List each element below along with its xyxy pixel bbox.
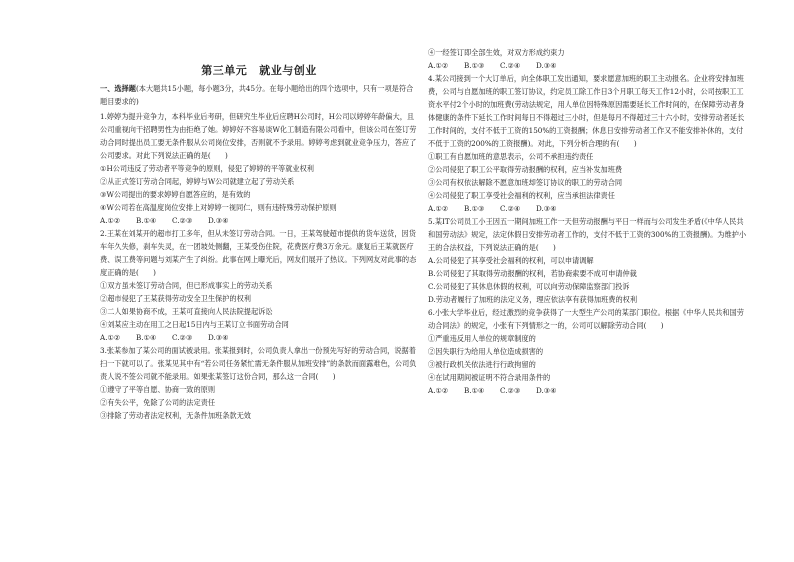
q4-option-3: ③公司有权依法解除不愿意加班却签订协议的职工的劳动合同 xyxy=(428,178,623,187)
q4-option-2: ②公司侵犯了职工公平取得劳动报酬的权利，应当补发加班费 xyxy=(428,165,623,174)
q6-answer-c: C.②③ xyxy=(500,386,521,395)
q2-answer-d: D.③④ xyxy=(208,333,229,342)
q3-option-4: ④一经签订即全部生效，对双方形成约束力 xyxy=(428,48,565,57)
q3-option-1: ①遵守了平等自愿、协商一致的原则 xyxy=(100,385,216,394)
q2-option-3: ③二人如果协商不成，王某可直接向人民法院提起诉讼 xyxy=(100,307,273,316)
q1-option-2: ②从正式签订劳动合同起，婷婷与W公司就建立起了劳动关系 xyxy=(100,177,295,186)
q6-answer-a: A.①② xyxy=(428,386,449,395)
q6-option-4: ④在试用期间被证明不符合录用条件的 xyxy=(428,373,551,382)
q6-stem: 6.小张大学毕业后，经过激烈的竞争获得了一大型生产公司的某部门职位。根据《中华人民共和国劳动合同法》的规定，小张有下列情形之一的，公司可以解除劳动合同( ) xyxy=(428,308,744,330)
q5-stem: 5.某IT公司员工小王因五一期间加班工作一天但劳动报酬与平日一样而与公司发生矛盾(《中华人民共和国劳动法》规定，法定休假日安排劳动者工作的，支付不低于工资的300%的工资报酬)。为维护小王的合法权益，下列说法正确的是( ) xyxy=(428,217,747,252)
q2-answer-b: B.①④ xyxy=(136,333,157,342)
q5-option-a: A.公司侵犯了其享受社会福利的权利，可以申请调解 xyxy=(428,256,594,265)
q1-answer-a: A.①② xyxy=(100,216,121,225)
q2-answer-c: C.②③ xyxy=(172,333,193,342)
q3-answer-a: A.①② xyxy=(428,61,449,70)
q4-option-4: ④公司侵犯了职工享受社会福利的权利，应当承担法律责任 xyxy=(428,191,615,200)
q3-answers xyxy=(428,59,750,72)
q4-option-1: ①职工有自愿加班的意思表示，公司不承担违约责任 xyxy=(428,152,594,161)
q3-answer-c: C.②④ xyxy=(500,61,521,70)
q6-answer-b: B.①④ xyxy=(464,386,485,395)
q2-answer-a: A.①② xyxy=(100,333,121,342)
q4-answer-c: C.②④ xyxy=(500,204,521,213)
q3-answer-d: D.③④ xyxy=(536,61,557,70)
q4-answer-d: D.③④ xyxy=(536,204,557,213)
q2-answers xyxy=(100,331,418,344)
q2-stem: 2.王某在刘某开的超市打工多年，但从未签订劳动合同。一日，王某驾驶超市提供的货车送货，因货车年久失修，刹车失灵，在一团坡处侧翻，王某受伤住院，花费医疗费3万余元。康复后王某就医疗费、误工费等问题与刘某产生了纠纷。此事在网上曝光后，网友们展开了热议。下列网友对此事的态度正确的是( ) xyxy=(100,229,417,277)
q6-option-1: ①严重违反用人单位的规章制度的 xyxy=(428,334,536,343)
q5-option-b: B.公司侵犯了其取得劳动报酬的权利，若协商索要不成可申请仲裁 xyxy=(428,269,637,278)
q4-answer-b: B.①③ xyxy=(464,204,485,213)
q1-answer-c: C.②③ xyxy=(172,216,193,225)
q1-option-4: ④W公司若在高温度岗位安排上对婷婷一视同仁，则有违特殊劳动保护原则 xyxy=(100,203,337,212)
unit-number: 第三单元 xyxy=(201,64,248,77)
q3-stem: 3.张某参加了某公司的面试被录用。张某报到时，公司负责人拿出一份预先写好的劳动合同，说据着扫一下就可以了。张某见其中有“若公司任务紧忙需无条件服从加班安排”的条款而面露难色，公司负责人说不签公司就不能录用。如果张某签订这份合同，那么这一合同( ) xyxy=(100,346,417,381)
q2-option-4: ④刘某应主动在用工之日起15日内与王某订立书面劳动合同 xyxy=(100,320,289,329)
q2-option-1: ①双方虽未签订劳动合同，但已形成事实上的劳动关系 xyxy=(100,281,273,290)
q1-stem: 1.婷婷为提升竞争力，本科毕业后考研，但研究生毕业后应聘H公司时，H公司以婷婷年龄偏大，且公司重视向干招聘男性为由拒绝了她。婷婷好不容易谈W化工制造有限公司看中，但该公司在签订劳动合同时提出员工要无条件服从公司岗位安排，否则就不予录用。婷婷考虑到就业竞争压力，答应了公司要求。对此下列说法正确的是( ) xyxy=(100,112,417,160)
unit-topic: 就业与创业 xyxy=(259,64,317,77)
q1-answer-b: B.①④ xyxy=(136,216,157,225)
q4-answer-a: A.①② xyxy=(428,204,449,213)
q1-option-3: ③W公司提出的要求婷婷自愿答应的，是有效的 xyxy=(100,190,251,199)
q5-option-c: C.公司侵犯了其休息休假的权利，可以向劳动保障监察部门投诉 xyxy=(428,282,630,291)
section-label: 一、选择题 xyxy=(100,84,136,93)
q6-option-3: ③被行政机关依法进行行政拘留的 xyxy=(428,360,536,369)
q4-answers xyxy=(428,202,750,215)
q3-option-2: ②有失公平，免除了公司的法定责任 xyxy=(100,398,216,407)
q1-answers xyxy=(100,214,418,227)
section-note: (本大题共15小题，每小题3分，共45分。在每小题给出的四个选项中，只有一项是符合题目要求的) xyxy=(100,84,414,106)
right-column xyxy=(428,46,750,397)
q4-stem: 4.某公司接到一个大订单后，向全体职工发出通知，要求愿意加班的职工主动报名。企业将安排加班费，公司与自愿加班的职工签订协议，约定员工除工作日3个月职工每天工作12小时，公司按职工工资水平付2个小时的加班费(劳动法规定，用人单位因特殊原因需要延长工作时间的，在保障劳动者身体健康的条件下延长工作时间每日不得超过三小时，但是每月不得超过三十六小时，安排劳动者延长工作时间的，支付不低于工资的150%的工资报酬；休息日安排劳动者工作又不能安排补休的，支付不低于工资的200%的工资报酬)。对此，下列分析合理的有( ) xyxy=(428,74,745,148)
q1-option-1: ①H公司违反了劳动者平等竞争的原则，侵犯了婷婷的平等就业权利 xyxy=(100,164,314,173)
q6-answers xyxy=(428,384,750,397)
q3-option-3: ③排除了劳动者法定权利，无条件加班条款无效 xyxy=(100,411,251,420)
q2-option-2: ②超市侵犯了王某获得劳动安全卫生保护的权利 xyxy=(100,294,251,303)
left-column xyxy=(100,110,418,422)
q6-option-2: ②因失职行为给用人单位造成损害的 xyxy=(428,347,544,356)
q3-answer-b: B.①③ xyxy=(464,61,485,70)
q5-option-d: D.劳动者履行了加班的法定义务，理应依法享有获得加班费的权利 xyxy=(428,295,638,304)
section-header xyxy=(100,82,418,108)
q6-answer-d: D.③④ xyxy=(536,386,557,395)
unit-title xyxy=(100,62,418,78)
q1-answer-d: D.③④ xyxy=(208,216,229,225)
